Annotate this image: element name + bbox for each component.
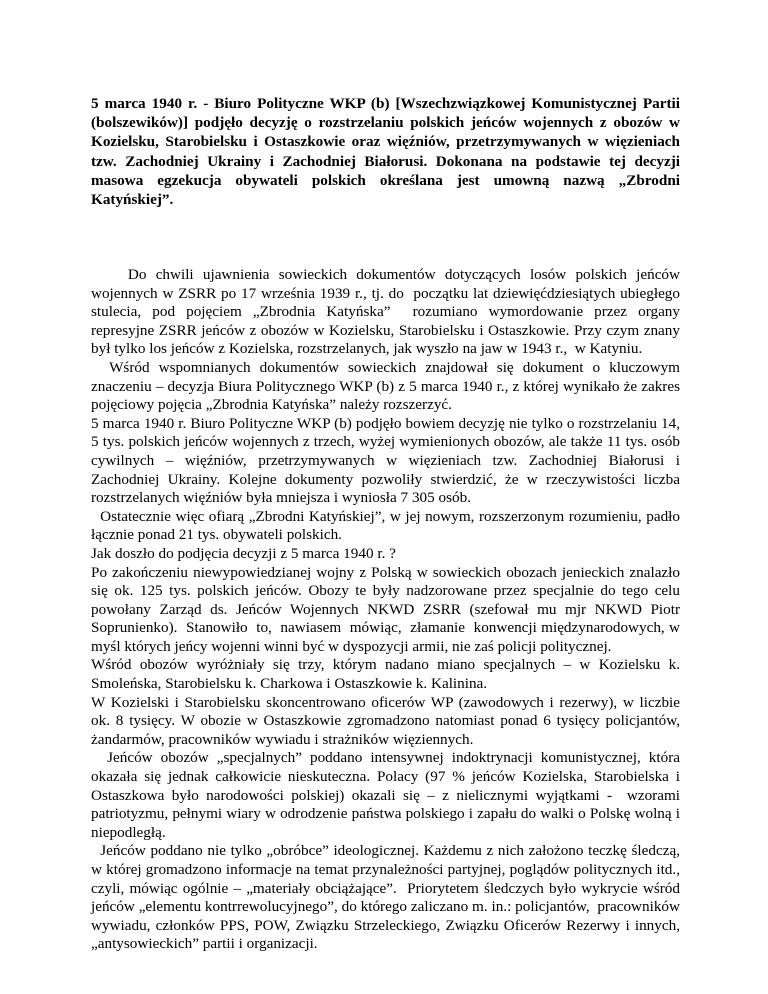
document-heading: 5 marca 1940 r. - Biuro Polityczne WKP (b) [Wszechzwiązkowej Komunistycznej Partii (bolszewików)] podjęło decyzję o rozstrzelaniu polskich jeńców wojennych z obozów w Kozielsku, Starobielsku i Ostaszkowie oraz więźniów, przetrzymywanych w więzieniach tzw. Zachodniej Ukrainy i Zachodniej Białorusi. Dokonana na podstawie tej decyzji masowa egzekucja obywateli polskich określana jest umowną nazwą „Zbrodni Katyńskiej”.	[91, 95, 680, 209]
paragraph-investigation: Jeńców poddano nie tylko „obróbce” ideologicznej. Każdemu z nich założono teczkę śledczą, w której gromadzono informacje na temat przynależności partyjnej, poglądów politycznych itd., czyli, mówiąc ogólnie – „materiały obciążające”. Priorytetem śledczych było wykrycie wśród jeńców „elementu kontrrewolucyjnego”, do którego zaliczano m. in.: policjantów, pracowników wywiadu, członków PPS, POW, Związku Strzeleckiego, Związku Oficerów Rezerwy i innych, „antysowieckich” partii i organizacji.	[91, 842, 684, 953]
paragraph-victims: Ostatecznie więc ofiarą „Zbrodni Katyńskiej”, w jej nowym, rozszerzonym rozumieniu, padło łącznie ponad 21 tys. obywateli polskich.	[91, 507, 684, 544]
paragraph-question: Jak doszło do podjęcia decyzji z 5 marca 1940 r. ?	[91, 544, 396, 562]
paragraph-indoctrination: Jeńców obozów „specjalnych” poddano intensywnej indoktrynacji komunistycznej, która okazała się jednak całkowicie nieskuteczna. Polacy (97 % jeńców Kozielska, Starobielska i Ostaszkowa było narodowości polskiej) okazali się – z nielicznymi wyjątkami - wzorami patriotyzmu, pełnymi wiary w odrodzenie państwa polskiego i zapału do walki o Polskę wolną i niepodległą.	[91, 749, 684, 841]
paragraph-documents: Wśród wspomnianych dokumentów sowieckich znajdował się dokument o kluczowym znaczeniu – decyzja Biura Politycznego WKP (b) z 5 marca 1940 r., z której wynikało że zakres pojęciowy pojęcia „Zbrodnia Katyńska” należy rozszerzyć.	[91, 358, 684, 414]
paragraph-intro: Do chwili ujawnienia sowieckich dokumentów dotyczących losów polskich jeńców wojennych w ZSRR po 17 września 1939 r., tj. do początku lat dziewięćdziesiątych ubiegłego stulecia, pod pojęciem „Zbrodnia Katyńska” rozumiano wymordowanie przez organy represyjne ZSRR jeńców z obozów w Kozielsku, Starobielsku i Ostaszkowie. Przy czym znany był tylko los jeńców z Kozielska, rozstrzelanych, jak wyszło na jaw w 1943 r., w Katyniu.	[91, 266, 684, 358]
paragraph-officers: W Kozielski i Starobielsku skoncentrowano oficerów WP (zawodowych i rezerwy), w liczbie ok. 8 tysięcy. W obozie w Ostaszkowie zgromadzono natomiast ponad 6 tysięcy policjantów, żandarmów, pracowników wywiadu i strażników więziennych.	[91, 693, 680, 748]
document-body	[91, 266, 688, 954]
paragraph-decision: 5 marca 1940 r. Biuro Polityczne WKP (b) podjęło bowiem decyzję nie tylko o rozstrzelaniu 14, 5 tys. polskich jeńców wojennych z trzech, wyżej wymienionych obozów, ale także 11 tys. osób cywilnych – więźniów, przetrzymywanych w więzieniach tzw. Zachodniej Białorusi i Zachodniej Ukrainy. Kolejne dokumenty pozwoliły stwierdzić, że w rzeczywistości liczba rozstrzelanych więźniów była mniejsza i wyniosła 7 305 osób.	[91, 414, 680, 507]
paragraph-special-camps: Wśród obozów wyróżniały się trzy, którym nadano miano specjalnych – w Kozielsku k. Smoleńska, Starobielsku k. Charkowa i Ostaszkowie k. Kalinina.	[91, 656, 680, 693]
paragraph-camps: Po zakończeniu niewypowiedzianej wojny z Polską w sowieckich obozach jenieckich znalazło się ok. 125 tys. polskich jeńców. Obozy te były nadzorowane przez specjalnie do tego celu powołany Zarząd ds. Jeńców Wojennych NKWD ZSRR (szefował mu mjr NKWD Piotr Soprunienko). Stanowiło to, nawiasem mówiąc, złamanie konwencji międzynarodowych, w myśl których jeńcy wojenni winni być w dyspozycji armii, nie zaś policji politycznej.	[91, 563, 688, 655]
